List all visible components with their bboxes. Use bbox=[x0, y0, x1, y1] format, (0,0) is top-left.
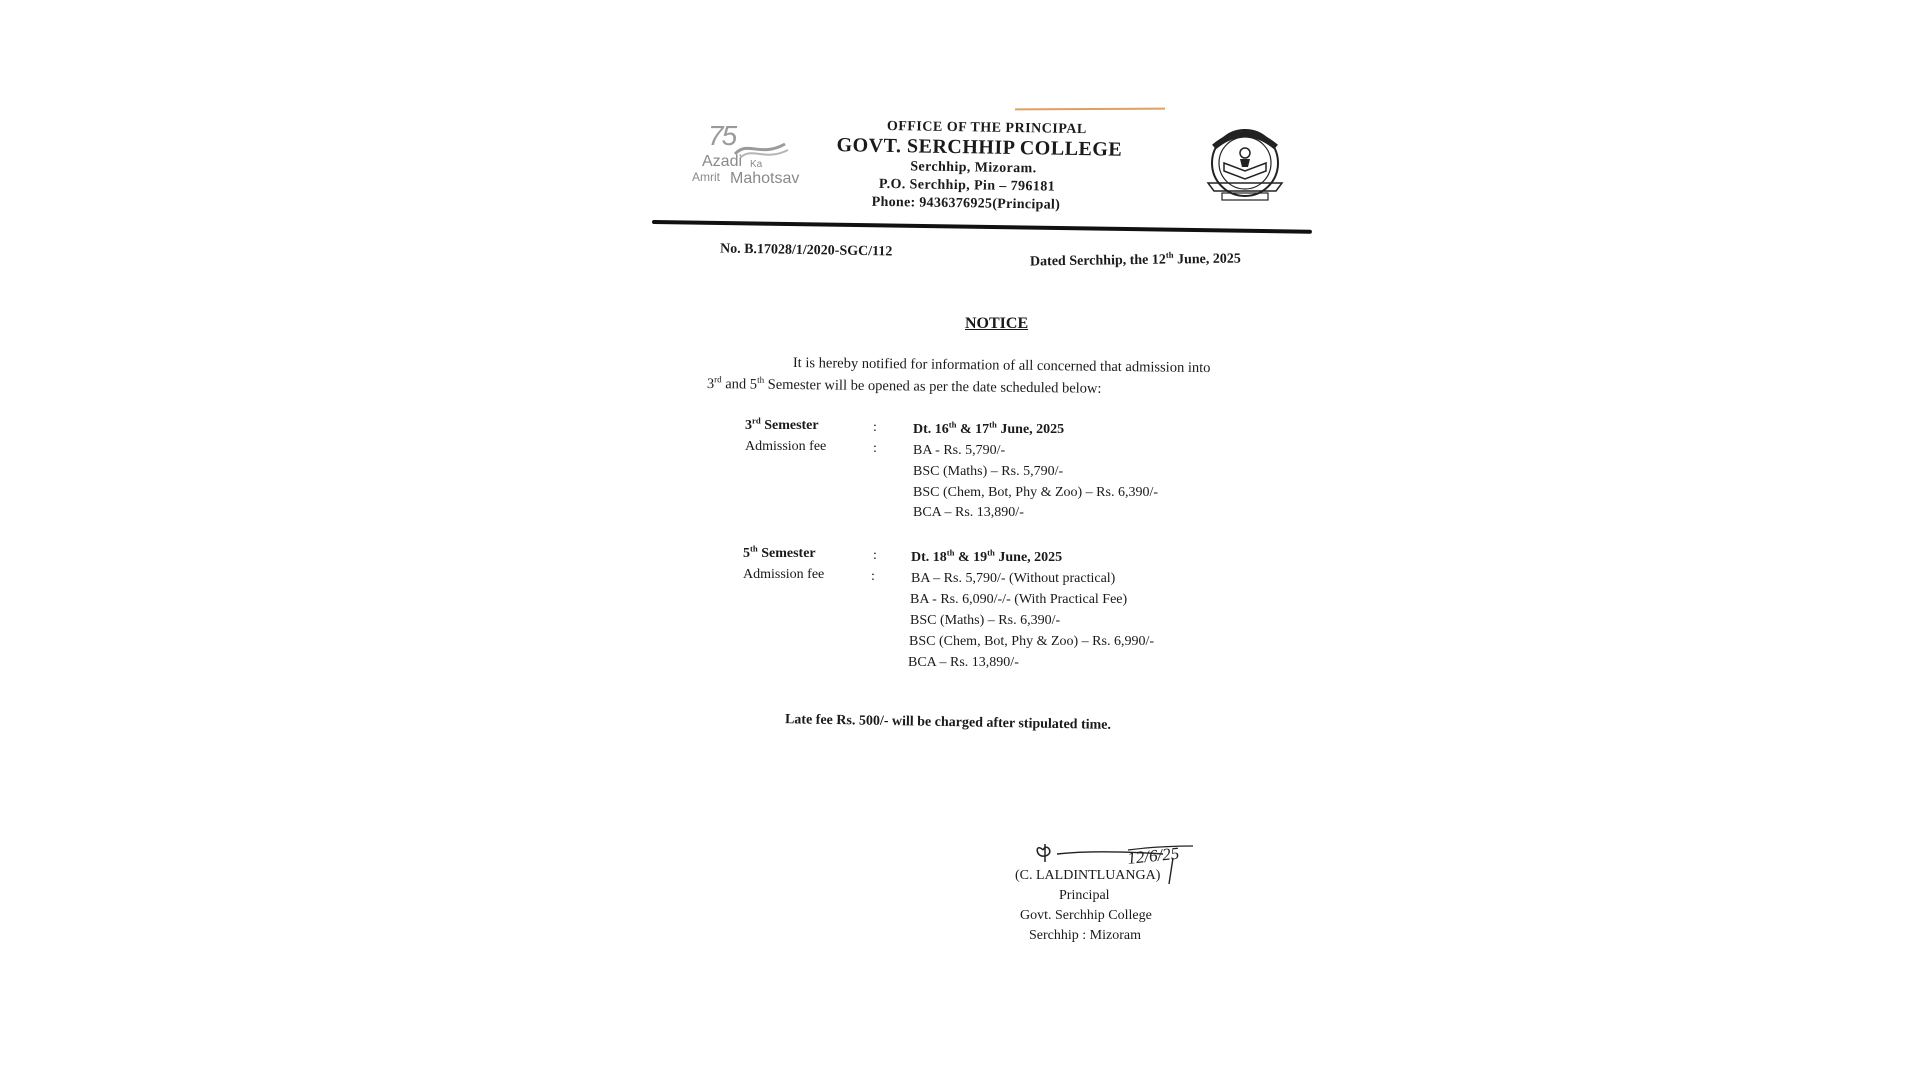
sem3-fee-bsc-maths: BSC (Maths) – Rs. 5,790/- bbox=[913, 464, 1064, 479]
office-line: OFFICE OF THE PRINCIPAL bbox=[886, 118, 1087, 138]
logo-amrit-text: Amrit bbox=[692, 170, 720, 184]
sem5-fee-colon: : bbox=[871, 569, 875, 584]
top-edge-line bbox=[1015, 108, 1165, 111]
intro-line-2: 3rd and 5th Semester will be opened as per the date scheduled below: bbox=[706, 374, 1102, 397]
sem5-fee-bsc-science: BSC (Chem, Bot, Phy & Zoo) – Rs. 6,990/- bbox=[909, 634, 1155, 649]
late-fee-note: Late fee Rs. 500/- will be charged after stipulated time. bbox=[784, 712, 1112, 733]
logo-mahotsav-text: Mahotsav bbox=[730, 170, 800, 187]
location-line: Serchhip, Mizoram. bbox=[910, 159, 1037, 177]
sem5-fee-ba-with-practical: BA - Rs. 6,090/-/- (With Practical Fee) bbox=[910, 592, 1128, 607]
reference-number: No. B.17028/1/2020-SGC/112 bbox=[719, 241, 893, 260]
dated-line: Dated Serchhip, the 12th June, 2025 bbox=[1029, 249, 1241, 270]
logo-ka-text: Ka bbox=[750, 159, 763, 170]
notice-document bbox=[645, 100, 1315, 980]
sem3-fee-ba: BA - Rs. 5,790/- bbox=[913, 443, 1006, 458]
signature-date: 12/6/25 bbox=[1126, 843, 1181, 868]
sem5-colon: : bbox=[873, 548, 877, 563]
sem3-fee-bca: BCA – Rs. 13,890/- bbox=[913, 505, 1024, 520]
sem3-colon: : bbox=[873, 420, 877, 435]
signatory-college: Govt. Serchhip College bbox=[1020, 908, 1152, 923]
sem5-fee-bsc-maths: BSC (Maths) – Rs. 6,390/- bbox=[910, 613, 1061, 628]
sem5-label: 5th Semester bbox=[743, 543, 816, 561]
sem3-fee-colon: : bbox=[873, 441, 877, 456]
signatory-name: (C. LALDINTLUANGA) bbox=[1015, 868, 1161, 883]
sem3-fee-bsc-science: BSC (Chem, Bot, Phy & Zoo) – Rs. 6,390/- bbox=[913, 485, 1159, 500]
intro-line-1: It is hereby notified for information of all concerned that admission into bbox=[792, 355, 1211, 377]
logo-number: 75 bbox=[708, 120, 736, 151]
signatory-title: Principal bbox=[1059, 888, 1110, 903]
college-name: GOVT. SERCHHIP COLLEGE bbox=[836, 134, 1123, 161]
college-seal-icon bbox=[1200, 125, 1290, 210]
sem3-label: 3rd Semester bbox=[745, 415, 819, 433]
sem5-fee-ba-without-practical: BA – Rs. 5,790/- (Without practical) bbox=[911, 571, 1116, 586]
letterhead-divider bbox=[652, 220, 1312, 234]
signatory-place: Serchhip : Mizoram bbox=[1029, 928, 1141, 943]
signature-block bbox=[1015, 840, 1215, 980]
sem5-fee-bca: BCA – Rs. 13,890/- bbox=[908, 655, 1019, 670]
sem5-date: Dt. 18th & 19th June, 2025 bbox=[911, 547, 1063, 565]
phone-line: Phone: 9436376925(Principal) bbox=[871, 194, 1061, 213]
letterhead bbox=[825, 118, 1145, 213]
sem3-date: Dt. 16th & 17th June, 2025 bbox=[913, 419, 1065, 437]
po-line: P.O. Serchhip, Pin – 796181 bbox=[878, 176, 1056, 195]
logo-azadi-text: Azadi bbox=[702, 153, 743, 170]
sem5-fee-label: Admission fee bbox=[743, 567, 825, 582]
azadi-ka-amrit-mahotsav-logo bbox=[690, 120, 840, 200]
sem3-fee-label: Admission fee bbox=[745, 439, 827, 454]
notice-title: NOTICE bbox=[965, 315, 1029, 332]
